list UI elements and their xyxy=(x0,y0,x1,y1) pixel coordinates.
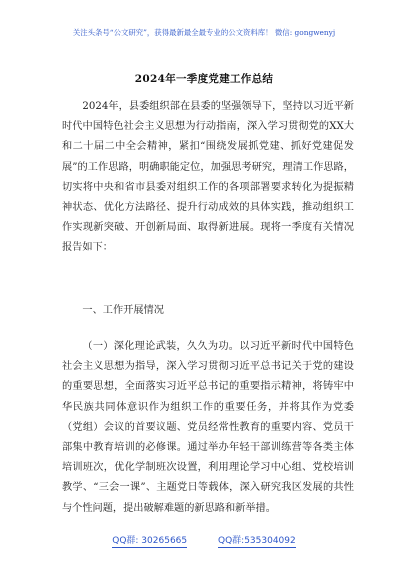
footer-qq-group-2[interactable]: QQ群:535304092 xyxy=(218,536,296,546)
footer-qq-group-1[interactable]: QQ群: 30265665 xyxy=(112,536,188,546)
section-heading: 一、工作开展情况 xyxy=(82,305,164,316)
intro-paragraph: 2024年，县委组织部在县委的坚强领导下，坚持以习近平新时代中国特色社会主义思想为行动指南，深入学习贯彻党的XX大和二十届二中全会精神，紧扣“围绕发展抓党建、抓好党建促发展”的工作思路，明确职能定位，加强思考研究，理清工作思路，切实将中央和省市县委对组织工作的各项部署要求转化为提振精神状态、优化方法路径、提升行动成效的具体实践，推动组织工作实现新突破、开创新局面、取得新进展。现将一季度有关情况报告如下： xyxy=(62,101,354,254)
body-paragraph: （一）深化理论武装，久久为功。以习近平新时代中国特色社会主义思想为指导，深入学习贯彻习近平总书记关于党的建设的重要思想，全面落实习近平总书记的重要指示精神，将铸牢中华民族共同体意识作为组织工作的重要任务，并将其作为党委（党组）会议的首要议题、党员经常性教育的重要内容、党员干部集中教育培训的必修课。通过举办年轻干部训练营等各类主体培训班次，优化学制班次设置，利用理论学习中心组、党校培训教学、“三会一课”、主题党日等载体，深入研究我区发展的共性与个性问题，提出破解难题的新思路和新举措。 xyxy=(62,341,354,514)
document-title: 2024年一季度党建工作总结 xyxy=(134,73,274,85)
footer-contacts xyxy=(0,536,408,548)
header-promo-note: 关注头条号“公文研究”，获得最新最全最专业的公文资料库！ 微信: gongwenyj xyxy=(72,28,336,37)
